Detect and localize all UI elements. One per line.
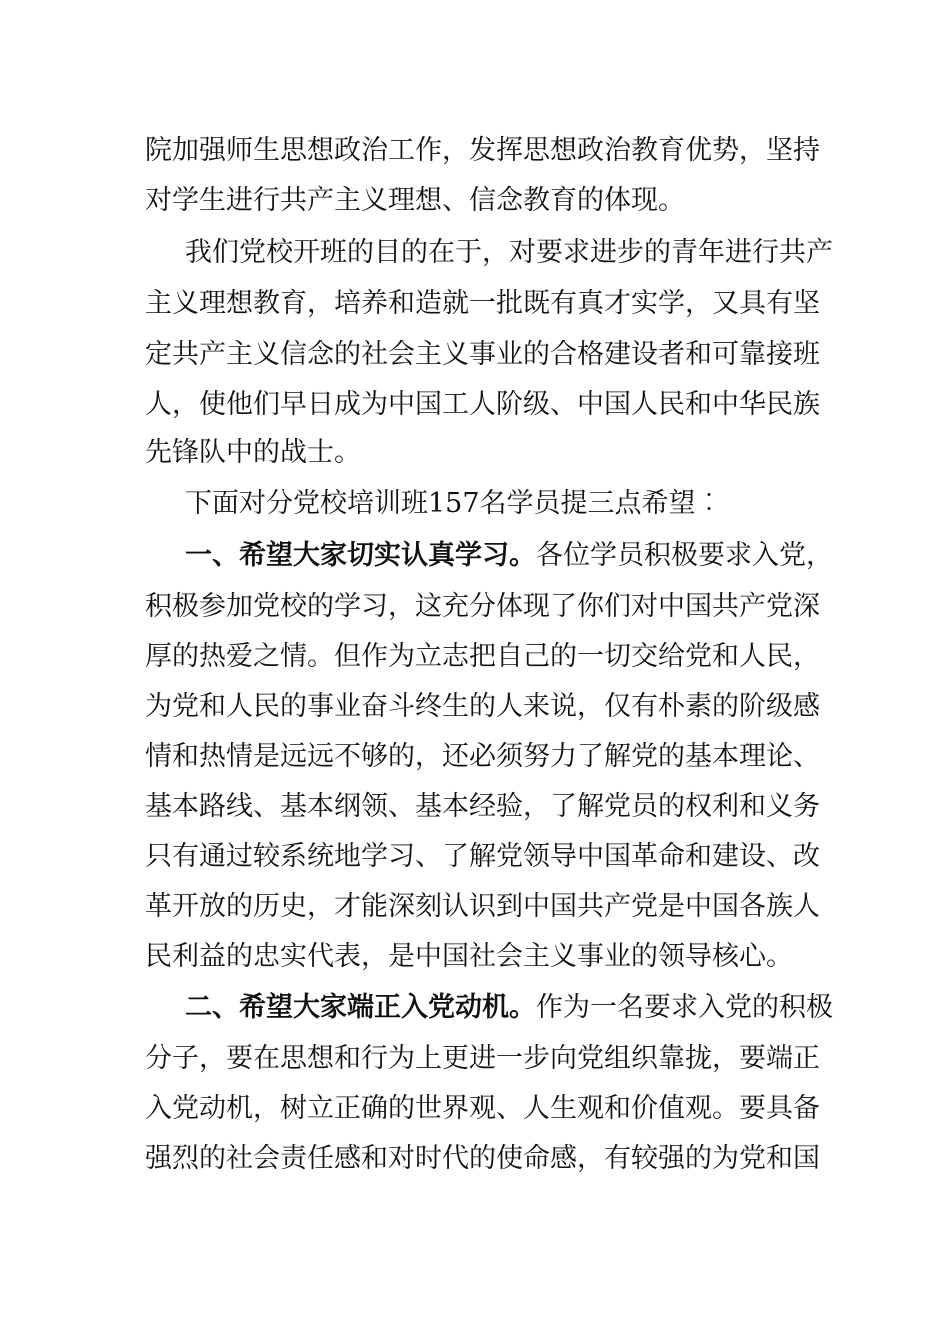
point-one-heading: 一、希望大家切实认真学习。 [185, 540, 536, 571]
body-line: 基本路线、基本纲领、基本经验，了解党员的权利和义务 [145, 791, 820, 822]
body-line: 民利益的忠实代表，是中国社会主义事业的领导核心。 [145, 941, 793, 972]
body-line: 院加强师生思想政治工作，发挥思想政治教育优势，坚持 [145, 135, 820, 166]
paragraph-first-line: 下面对分党校培训班157名学员提三点希望︰ [185, 488, 723, 519]
point-two-line [185, 988, 833, 1028]
paragraph-first-line: 我们党校开班的目的在于，对要求进步的青年进行共产 [185, 237, 833, 268]
body-line: 厚的热爱之情。但作为立志把自己的一切交给党和人民， [145, 641, 820, 672]
body-line: 强烈的社会责任感和对时代的使命感，有较强的为党和国 [145, 1143, 820, 1174]
body-line: 只有通过较系统地学习、了解党领导中国革命和建设、改 [145, 841, 820, 872]
body-line: 先锋队中的战士。 [145, 437, 361, 468]
body-line: 人，使他们早日成为中国工人阶级、中国人民和中华民族 [145, 389, 820, 420]
body-line: 分子，要在思想和行为上更进一步向党组织靠拢，要端正 [145, 1043, 820, 1074]
body-line: 入党动机，树立正确的世界观、人生观和价值观。要具备 [145, 1093, 820, 1124]
point-two-text: 作为一名要求入党的积极 [536, 992, 833, 1023]
point-one-text: 各位学员积极要求入党， [536, 540, 833, 571]
body-line: 主义理想教育，培养和造就一批既有真才实学，又具有坚 [145, 288, 820, 319]
body-line: 积极参加党校的学习，这充分体现了你们对中国共产党深 [145, 591, 820, 622]
point-two-heading: 二、希望大家端正入党动机。 [185, 992, 536, 1023]
body-line: 为党和人民的事业奋斗终生的人来说，仅有朴素的阶级感 [145, 691, 820, 722]
body-line: 情和热情是远远不够的，还必须努力了解党的基本理论、 [145, 741, 820, 772]
point-one-line [185, 536, 833, 576]
body-line: 革开放的历史，才能深刻认识到中国共产党是中国各族人 [145, 891, 820, 922]
body-line: 定共产主义信念的社会主义事业的合格建设者和可靠接班 [145, 339, 820, 370]
body-line: 对学生进行共产主义理想、信念教育的体现。 [145, 185, 685, 216]
